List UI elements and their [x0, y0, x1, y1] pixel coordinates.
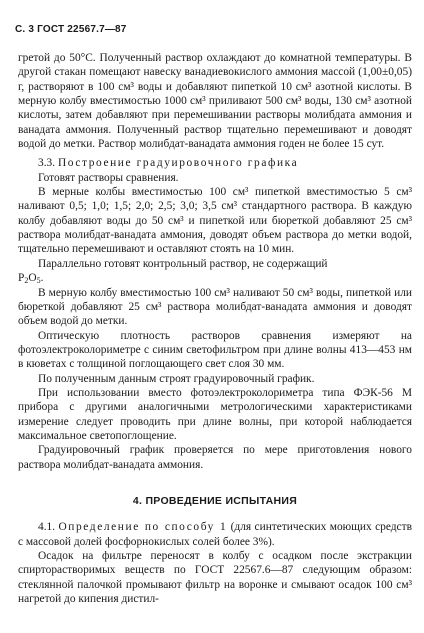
formula-p: P [18, 272, 25, 285]
subsection-number: 3.3. [38, 157, 56, 170]
paragraph: Готовят растворы сравнения. [38, 171, 179, 184]
paragraph: Оптическую плотность растворов сравнения измеряют на фотоэлектроколориметре с синим светофильтром при длине волны 413—453 нм в кюветах с толщиной поглощающего свет слоя 30 мм. [18, 329, 412, 371]
paragraph: гретой до 50°С. Полученный раствор охлаждают до комнатной температуры. В другой стакан помещают навеску ванадиевокислого аммония массой (1,00±0,05) г, растворяют в 100 см³ воды и добавляют пипеткой 10 см³ азотной кислоты. В мерную колбу вместимостью 1000 см³ приливают 500 см³ воды, 130 см³ азотной кислоты, затем добавляют при перемешивании растворы молибдата аммония и ванадата аммония. Полученный раствор тщательно перемешивают и доводят водой до метки. Раствор молибдат-ванадата аммония годен не более 15 сут. [18, 52, 412, 151]
paragraph: При использовании вместо фотоэлектроколориметра типа ФЭК-56 М прибора с другими аналогичными метрологическими характеристиками измерение следует проводить при длине волны, при которой наблюдается максимальное светопоглощение. [18, 386, 412, 442]
paragraph: Градуировочный график проверяется по мере приготовления нового раствора молибдат-ванадата аммония. [18, 444, 412, 471]
formula-subscript: 2 [24, 276, 29, 286]
paragraph-text: Параллельно готовят контрольный раствор, не содержащий [38, 257, 328, 270]
paragraph: В мерную колбу вместимостью 100 см³ наливают 50 см³ воды, пипеткой или бюреткой добавляют 25 см³ раствора молибдат-ванадата аммония и доводят объем водой до метки. [18, 286, 412, 328]
section-4-heading: 4. ПРОВЕДЕНИЕ ИСПЫТАНИЯ [132, 494, 298, 507]
subsection-title: Построение градуировочного графика [57, 157, 299, 170]
paragraph: Осадок на фильтре переносят в колбу с осадком после экстракции спирторастворимых веществ по ГОСТ 22567.6—87 следующим образом: стеклянной палочкой промывают фильтр на воронке и смывают осадок 100 см³ нагретой до кипения дистил- [18, 550, 412, 606]
document-body [18, 51, 412, 606]
paragraph: По полученным данным строят градуировочный график. [38, 372, 315, 385]
page-header: С. 3 ГОСТ 22567.7—87 [15, 24, 127, 35]
formula-o: O [28, 272, 37, 285]
subsection-number: 4.1. [38, 521, 56, 534]
subsection-title: Определение по способу 1 [58, 521, 228, 534]
subsection-4-1-heading [18, 520, 412, 549]
paragraph: В мерные колбы вместимостью 100 см³ пипеткой вместимостью 5 см³ наливают 0,5; 1,0; 1,5; 2,0; 2,5; 3,0; 3,5 см³ стандартного раствора. В каждую колбу добавляют воды до 50 см³ и пипеткой или бюреткой добавляют 25 см³ раствора молибдат-ванадата аммония, доводят объем раствора до метки водой, тщательно перемешивают и оставляют стоять на 10 мин. [18, 186, 412, 256]
subsection-3-3-heading [18, 156, 412, 170]
formula-subscript: 5 [36, 276, 41, 286]
formula-end: . [40, 272, 44, 285]
subsection-note: (для синтетических моющих средств с массовой долей фосфорнокислых солей более 3%). [18, 521, 412, 548]
paragraph [18, 257, 412, 286]
